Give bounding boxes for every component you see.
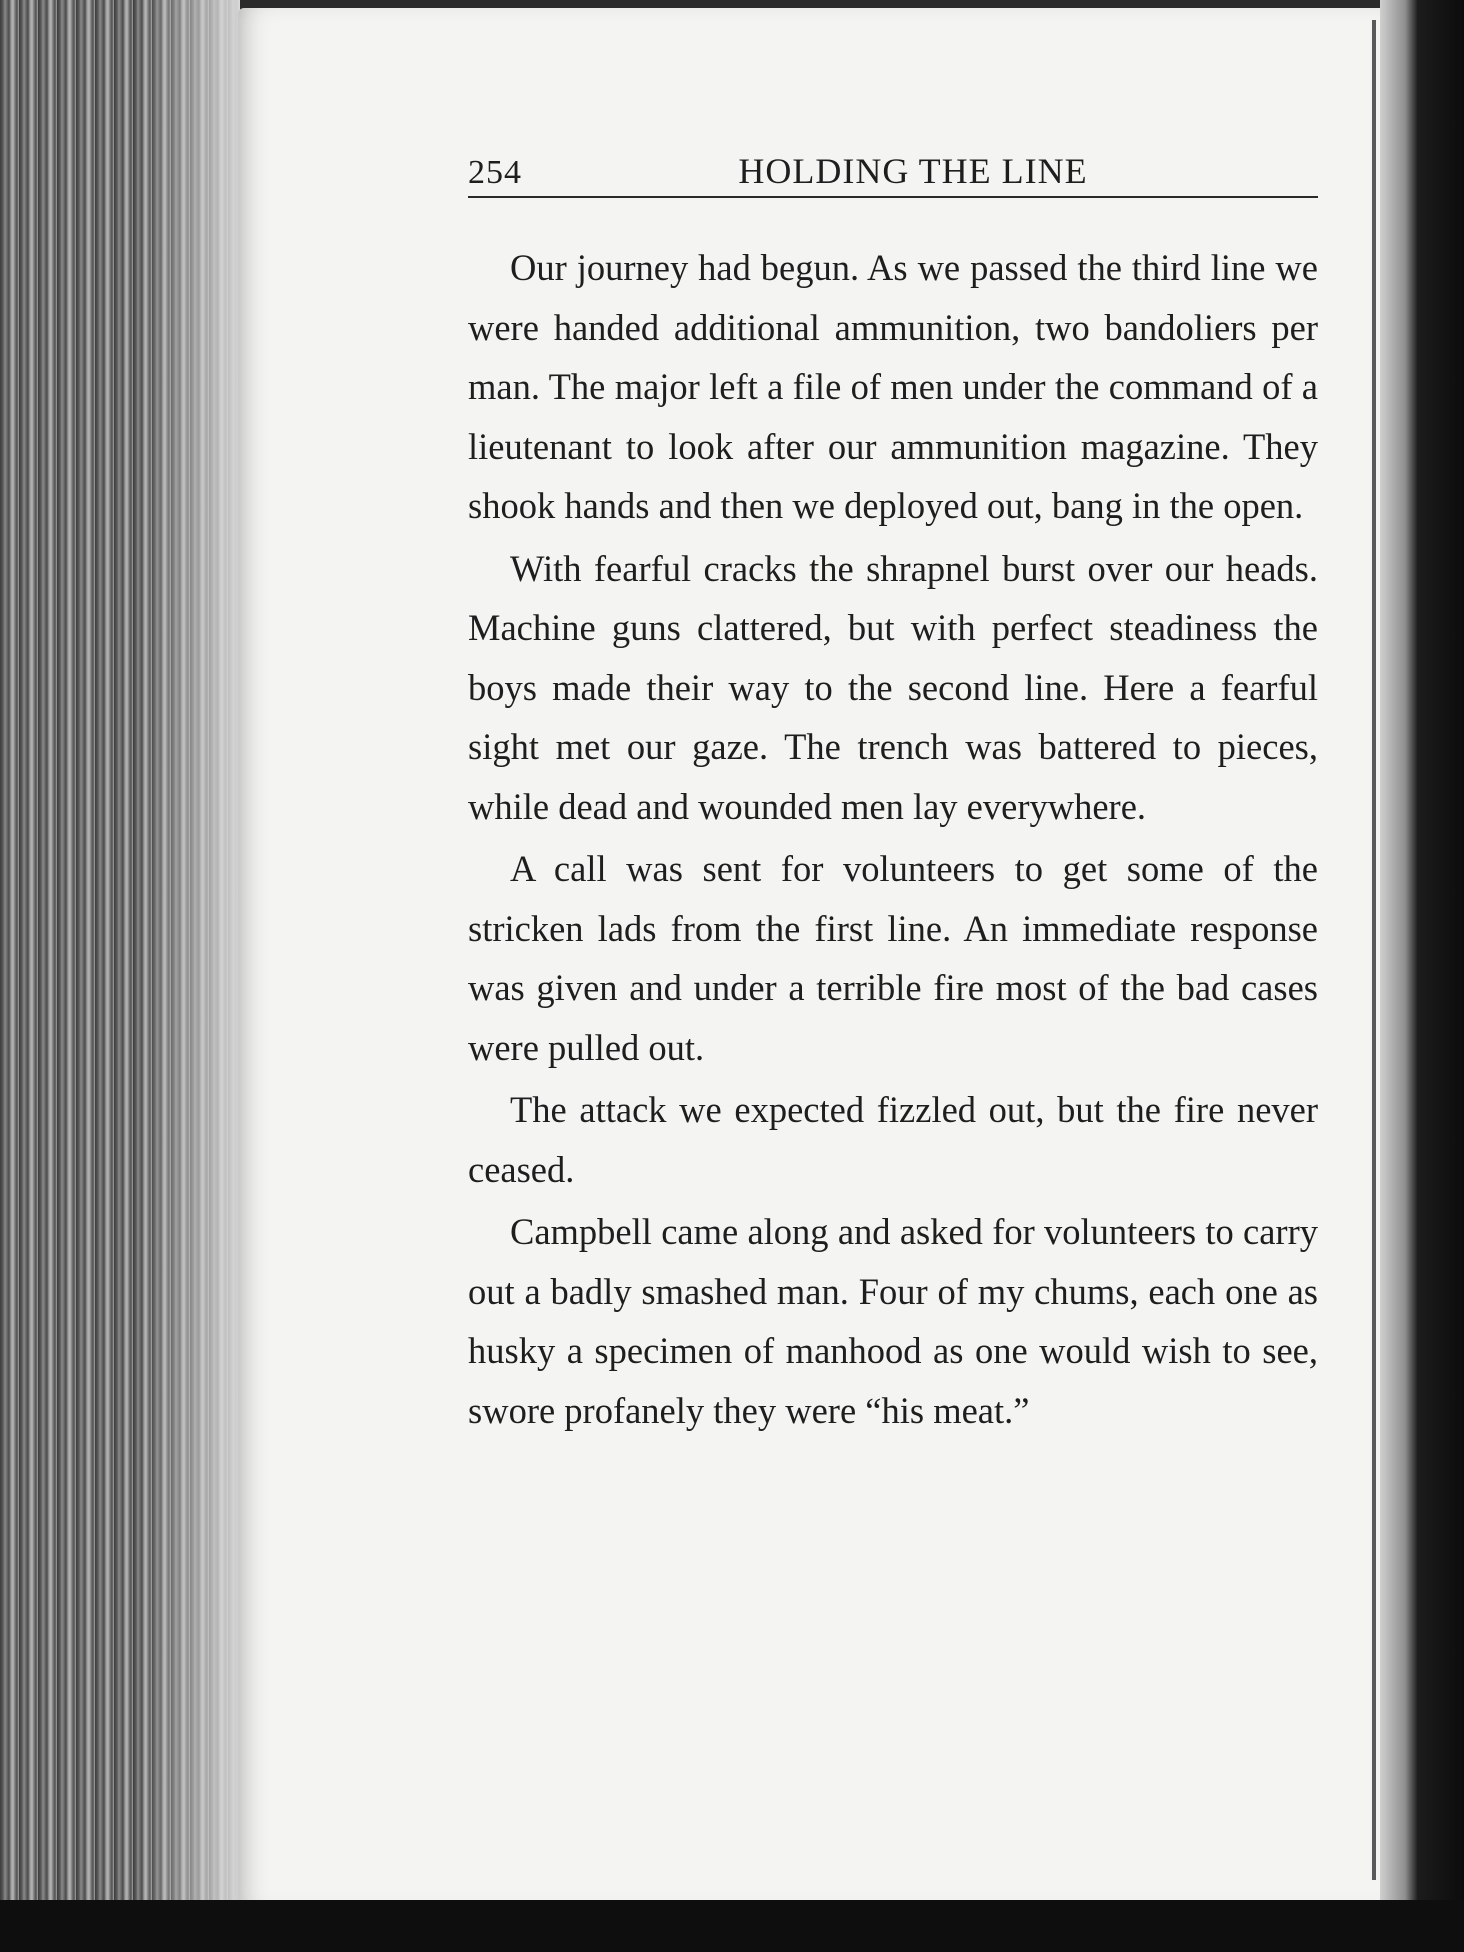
body-text (468, 238, 1318, 1440)
paragraph: The attack we expected fizzled out, but the fire never ceased. (468, 1089, 1318, 1190)
paragraph: Campbell came along and asked for volunteers to carry out a badly smashed man. Four of my chums, each one as husky a specimen of manhood as one would wish to see, swore profanely they were “his meat.” (468, 1211, 1318, 1431)
paragraph: Our journey had begun. As we passed the third line we were handed additional ammunition, two bandoliers per man. The major left a file of men under the command of a lieutenant to look after our ammunition magazine. They shook hands and then we deployed out, bang in the open. (468, 247, 1318, 526)
running-head (468, 150, 1318, 198)
paragraph: With fearful cracks the shrapnel burst over our heads. Machine guns clattered, but with perfect steadiness the boys made their way to the second line. Here a fearful sight met our gaze. The trench was battered to pieces, while dead and wounded men lay everywhere. (468, 547, 1318, 827)
page-content (468, 150, 1318, 1443)
scan-bottom-border (0, 1900, 1464, 1952)
page-right-edge-line (1372, 20, 1376, 1880)
page-edges-shading (140, 0, 240, 1900)
paragraph: A call was sent for volunteers to get some of the stricken lads from the first line. An immediate response was given and under a terrible fire most of the bad cases were pulled out. (468, 848, 1318, 1068)
page-number: 254 (468, 154, 522, 191)
running-head-title: HOLDING THE LINE (738, 151, 1088, 191)
book-binding-edge (1380, 0, 1464, 1952)
